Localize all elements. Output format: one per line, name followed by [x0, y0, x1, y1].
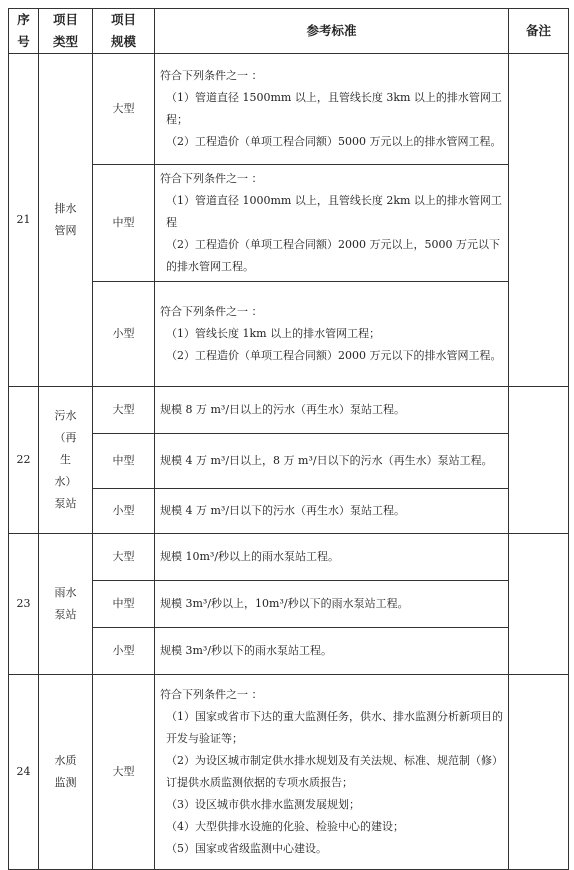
- standard-line: 规模 10m³/秒以上的雨水泵站工程。: [160, 550, 340, 563]
- standard-line: （5）国家或省级监测中心建设。: [166, 842, 327, 855]
- standard-cell: [155, 387, 509, 434]
- standard-line: 符合下列条件之一 ：: [160, 305, 263, 318]
- standard-line: 规模 4 万 m³/日以下的污水（再生水）泵站工程。: [160, 504, 406, 517]
- header-standard: 参考标准: [155, 9, 509, 54]
- remark-cell: [509, 534, 569, 675]
- standard-cell: [155, 675, 509, 870]
- standard-line: （2）工程造价（单项工程合同额）2000 万元以上，5000 万元以下的排水管网工程。: [166, 238, 500, 273]
- standard-cell: [155, 165, 509, 282]
- header-scale: 项目规模: [93, 9, 155, 54]
- type-cell: 雨水泵站: [39, 534, 93, 675]
- type-cell: 水质监测: [39, 675, 93, 870]
- scale-cell: 大型: [93, 387, 155, 434]
- table-row: [9, 54, 569, 165]
- standard-line: （2）工程造价（单项工程合同额）2000 万元以下的排水管网工程。: [166, 349, 502, 362]
- standard-line: 规模 3m³/秒以下的雨水泵站工程。: [160, 644, 333, 657]
- header-seq: 序号: [9, 9, 39, 54]
- table-row: [9, 534, 569, 581]
- standard-line: （2）为设区城市制定供水排水规划及有关法规、标准、规范制（修）订提供水质监测依据的专项水质报告；: [166, 754, 503, 789]
- standard-line: （4）大型供排水设施的化验、检验中心的建设；: [166, 820, 404, 833]
- standard-cell: [155, 434, 509, 489]
- type-cell: 排水管网: [39, 54, 93, 387]
- standard-cell: [155, 54, 509, 165]
- standard-line: 符合下列条件之一 ：: [160, 172, 263, 185]
- table-row: [9, 675, 569, 870]
- standard-cell: [155, 282, 509, 387]
- standard-line: （1）管线长度 1km 以上的排水管网工程；: [166, 327, 381, 340]
- table-row: [9, 282, 569, 387]
- seq-cell: 23: [9, 534, 39, 675]
- scale-cell: 大型: [93, 675, 155, 870]
- scale-cell: 小型: [93, 628, 155, 675]
- standard-line: （1）管道直径 1000mm 以上，且管线长度 2km 以上的排水管网工程: [166, 194, 502, 229]
- type-cell: 污水（再生水）泵站: [39, 387, 93, 534]
- scale-cell: 小型: [93, 489, 155, 534]
- standard-line: 规模 4 万 m³/日以上，8 万 m³/日以下的污水（再生水）泵站工程。: [160, 454, 493, 467]
- standard-line: （1）国家或省市下达的重大监测任务，供水、排水监测分析新项目的开发与验证等；: [166, 710, 503, 745]
- header-remark: 备注: [509, 9, 569, 54]
- standard-cell: [155, 534, 509, 581]
- scale-cell: 中型: [93, 581, 155, 628]
- standards-table: [8, 8, 569, 870]
- standard-line: 符合下列条件之一 ：: [160, 688, 263, 701]
- table-row: [9, 581, 569, 628]
- table-row: [9, 434, 569, 489]
- table-row: [9, 628, 569, 675]
- table-row: [9, 489, 569, 534]
- standard-cell: [155, 628, 509, 675]
- scale-cell: 中型: [93, 434, 155, 489]
- scale-cell: 大型: [93, 54, 155, 165]
- remark-cell: [509, 387, 569, 534]
- scale-cell: 小型: [93, 282, 155, 387]
- table-row: [9, 387, 569, 434]
- remark-cell: [509, 54, 569, 387]
- standard-line: （1）管道直径 1500mm 以上，且管线长度 3km 以上的排水管网工程；: [166, 91, 502, 126]
- seq-cell: 24: [9, 675, 39, 870]
- standard-cell: [155, 581, 509, 628]
- seq-cell: 21: [9, 54, 39, 387]
- header-row: [9, 9, 569, 54]
- standard-cell: [155, 489, 509, 534]
- remark-cell: [509, 675, 569, 870]
- standard-line: 规模 8 万 m³/日以上的污水（再生水）泵站工程。: [160, 403, 406, 416]
- table-row: [9, 165, 569, 282]
- scale-cell: 中型: [93, 165, 155, 282]
- standard-line: （3）设区城市供水排水监测发展规划；: [166, 798, 360, 811]
- scale-cell: 大型: [93, 534, 155, 581]
- standard-line: （2）工程造价（单项工程合同额）5000 万元以上的排水管网工程。: [166, 135, 502, 148]
- header-type: 项目类型: [39, 9, 93, 54]
- standard-line: 规模 3m³/秒以上，10m³/秒以下的雨水泵站工程。: [160, 597, 409, 610]
- standard-line: 符合下列条件之一 ：: [160, 69, 263, 82]
- seq-cell: 22: [9, 387, 39, 534]
